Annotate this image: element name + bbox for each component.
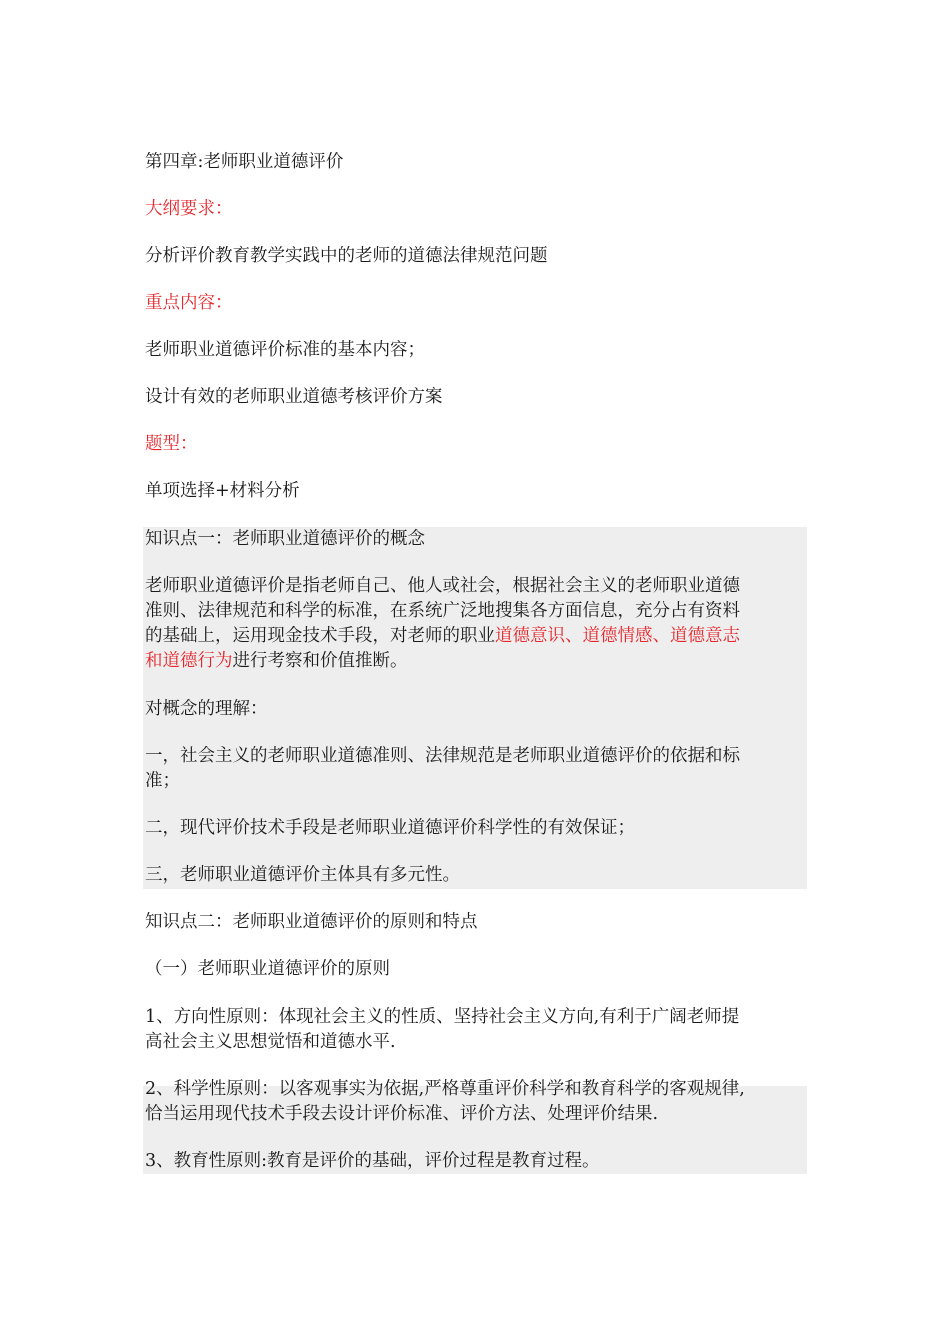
knowledge-point-1-title: 知识点一：老师职业道德评价的概念 — [145, 529, 425, 549]
key-content-label: 重点内容： — [145, 293, 233, 313]
principle-1: 1、方向性原则：体现社会主义的性质、坚持社会主义方向,有利于广阔老师提 — [145, 1007, 740, 1027]
outline-text: 分析评价教育教学实践中的老师的道德法律规范问题 — [145, 246, 548, 266]
principle-2: 2、科学性原则：以客观事实为依据,严格尊重评价科学和教育科学的客观规律, — [145, 1079, 745, 1099]
understanding-point-3: 三，老师职业道德评价主体具有多元性。 — [145, 865, 460, 885]
understanding-point-1: 一，社会主义的老师职业道德准则、法律规范是老师职业道德评价的依据和标 — [145, 746, 740, 766]
key-content-item: 老师职业道德评价标准的基本内容； — [145, 340, 425, 360]
definition-highlight: 和道德行为 — [145, 651, 233, 671]
question-type-label: 题型： — [145, 434, 198, 454]
definition-line: 准则、法律规范和科学的标准，在系统广泛地搜集各方面信息，充分占有资料 — [145, 601, 740, 621]
definition-line — [145, 649, 807, 673]
principle-1-cont: 高社会主义思想觉悟和道德水平. — [145, 1032, 396, 1052]
definition-highlight: 道德意识、道德情感、道德意志 — [495, 626, 740, 646]
section-heading: （一）老师职业道德评价的原则 — [145, 959, 390, 979]
chapter-title: 第四章:老师职业道德评价 — [145, 152, 344, 172]
outline-label: 大纲要求： — [145, 199, 233, 219]
understanding-point-2: 二，现代评价技术手段是老师职业道德评价科学性的有效保证； — [145, 818, 635, 838]
definition-line: 老师职业道德评价是指老师自己、他人或社会，根据社会主义的老师职业道德 — [145, 576, 740, 596]
understanding-label: 对概念的理解： — [145, 699, 268, 719]
question-type-text: 单项选择+材料分析 — [145, 481, 300, 501]
definition-line — [145, 624, 807, 648]
principle-3: 3、教育性原则:教育是评价的基础，评价过程是教育过程。 — [145, 1151, 600, 1171]
definition-text: 进行考察和价值推断。 — [232, 651, 408, 671]
key-content-item: 设计有效的老师职业道德考核评价方案 — [145, 387, 443, 407]
understanding-point-1-cont: 准； — [145, 771, 180, 791]
definition-text: 的基础上，运用现金技术手段，对老师的职业 — [145, 626, 495, 646]
knowledge-point-2-title: 知识点二：老师职业道德评价的原则和特点 — [145, 912, 478, 932]
principle-2-cont: 恰当运用现代技术手段去设计评价标准、评价方法、处理评价结果. — [145, 1104, 659, 1124]
